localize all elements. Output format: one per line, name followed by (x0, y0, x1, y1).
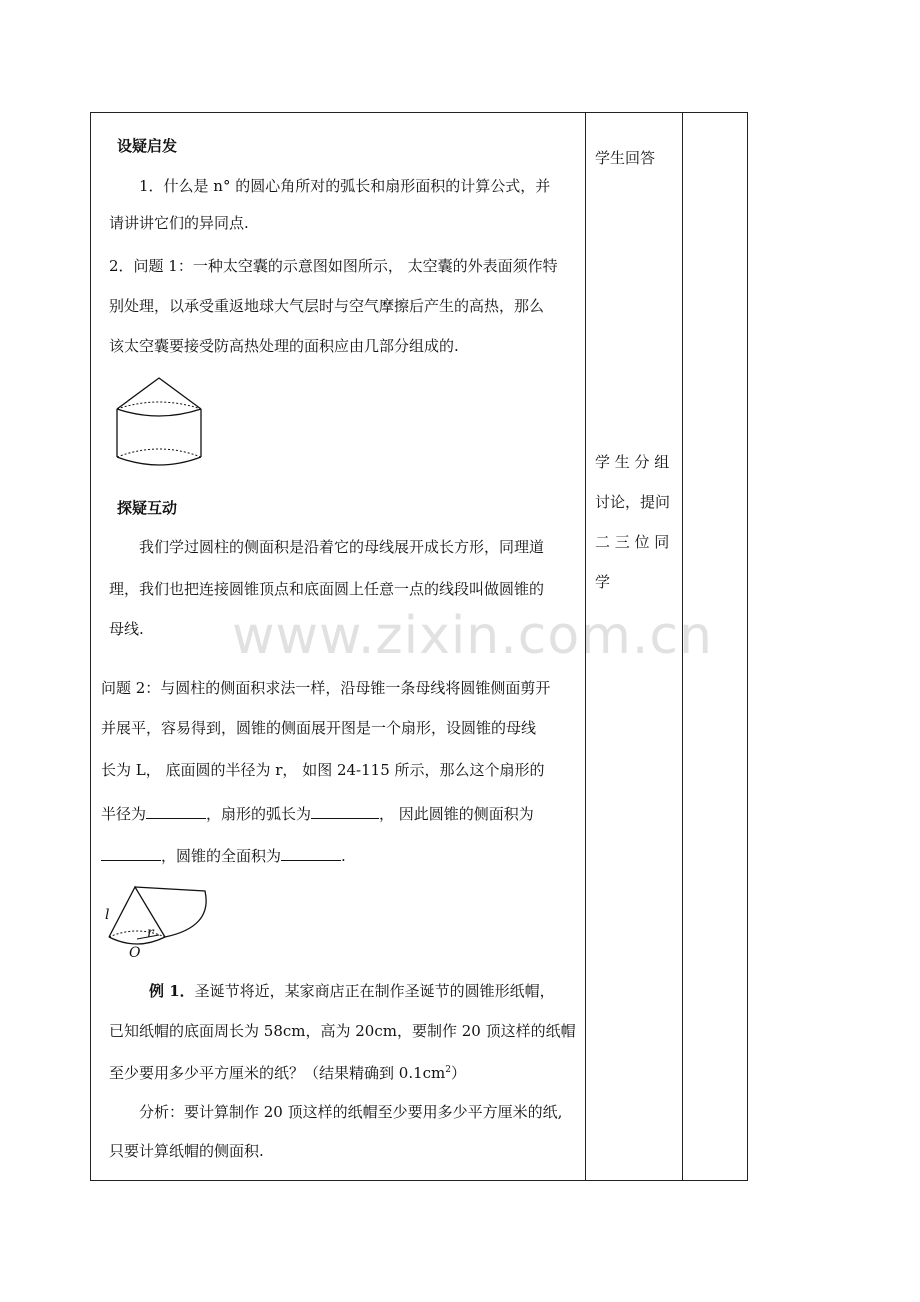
paragraph: 我们学过圆柱的侧面积是沿着它的母线展开成长方形，同理道 (139, 538, 545, 556)
section-heading: 设疑启发 (117, 137, 178, 155)
text-fragment: . (341, 847, 346, 865)
question-2-cont: 别处理，以承受重返地球大气层时与空气摩擦后产生的高热，那么 (109, 297, 545, 315)
figure-label-l: l (105, 907, 110, 923)
answer-blank[interactable] (146, 804, 206, 819)
capsule-figure (107, 375, 207, 475)
lesson-table (90, 112, 748, 1181)
side-note: 学 (595, 573, 611, 591)
question-2-cont: 该太空囊要接受防高热处理的面积应由几部分组成的. (109, 337, 459, 355)
side-note: 学生回答 (595, 149, 656, 167)
answer-blank[interactable] (281, 846, 341, 861)
watermark: www.zixin.com.cn (232, 606, 713, 666)
text-fragment: ，扇形的弧长为 (206, 805, 312, 823)
question-3-cont: 并展平，容易得到，圆锥的侧面展开图是一个扇形，设圆锥的母线 (101, 719, 537, 737)
paragraph-cont: 母线. (109, 620, 144, 638)
text-fragment: 半径为 (101, 805, 147, 823)
analysis-cont: 只要计算纸帽的侧面积. (109, 1142, 264, 1160)
cone-sector-figure (101, 879, 213, 959)
question-2: 2．问题 1：一种太空囊的示意图如图所示， 太空囊的外表面须作特 (109, 257, 558, 275)
question-3: 问题 2：与圆柱的侧面积求法一样，沿母锥一条母线将圆锥侧面剪开 (101, 679, 551, 697)
side-note: 学 生 分 组 (595, 453, 670, 471)
text-fragment: ， 因此圆锥的侧面积为 (379, 805, 534, 823)
question-1-cont: 请讲讲它们的异同点. (109, 214, 249, 232)
analysis: 分析：要计算制作 20 顶这样的纸帽至少要用多少平方厘米的纸, (139, 1103, 563, 1121)
example-1 (149, 982, 555, 1000)
main-content-cell (99, 113, 583, 1178)
side-note: 二 三 位 同 (595, 533, 670, 551)
answer-blank[interactable] (101, 846, 161, 861)
text-fragment: ，圆锥的全面积为 (161, 847, 282, 865)
example-1-cont (109, 1061, 466, 1082)
column-divider (585, 113, 586, 1180)
superscript: 2 (445, 1065, 451, 1075)
figure-label-r: r (147, 925, 154, 941)
paragraph-cont: 理，我们也把连接圆锥顶点和底面圆上任意一点的线段叫做圆锥的 (109, 580, 545, 598)
column-divider (682, 113, 683, 1180)
figure-label-o: O (129, 945, 141, 961)
text-fragment: 至少要用多少平方厘米的纸？（结果精确到 0.1cm (109, 1064, 446, 1082)
section-heading: 探疑互动 (117, 499, 178, 517)
text-fragment: 圣诞节将近，某家商店正在制作圣诞节的圆锥形纸帽， (194, 982, 555, 1000)
text-fragment: ） (450, 1064, 466, 1082)
side-note: 讨论，提问 (595, 493, 671, 511)
question-3-cont: 长为 L， 底面圆的半径为 r， 如图 24-115 所示，那么这个扇形的 (101, 761, 545, 779)
question-3-fill (101, 804, 534, 823)
answer-blank[interactable] (311, 804, 379, 819)
student-activity-cell (595, 113, 681, 1178)
example-1-cont: 已知纸帽的底面周长为 58cm，高为 20cm，要制作 20 顶这样的纸帽 (109, 1022, 576, 1040)
question-3-fill (101, 846, 346, 865)
question-1: 1．什么是 n° 的圆心角所对的弧长和扇形面积的计算公式，并 (139, 177, 551, 195)
example-label: 例 1． (149, 982, 195, 1000)
